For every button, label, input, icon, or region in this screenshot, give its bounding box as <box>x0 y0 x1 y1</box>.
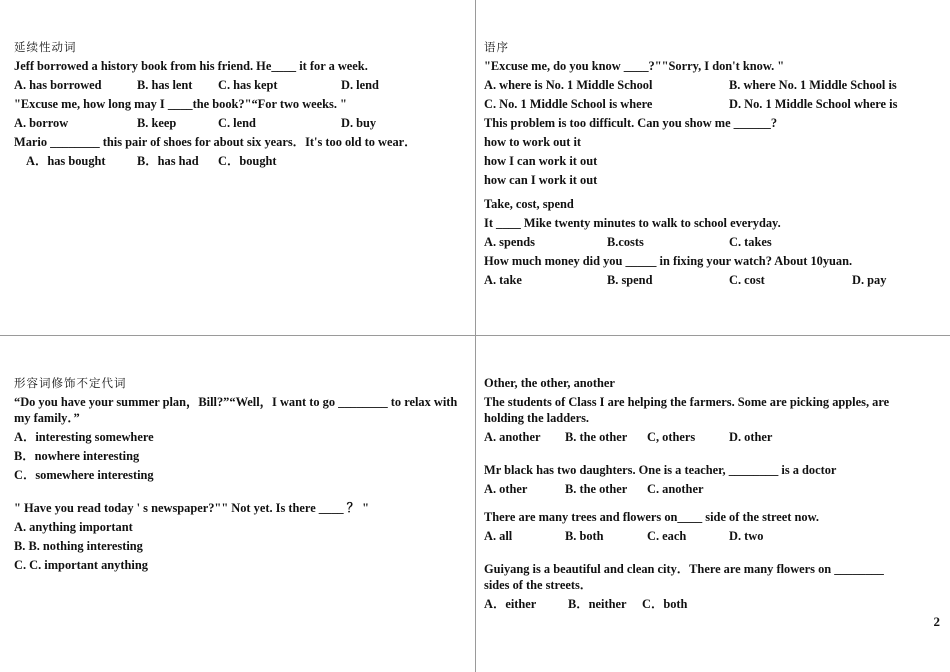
question-text: Guiyang is a beautiful and clean city．There are many flowers on ________ sides of the streets． <box>484 562 884 592</box>
option: C．somewhere interesting <box>14 468 154 482</box>
question-text: "Excuse me, how long may I ____the book?"“For two weeks. " <box>14 97 347 111</box>
option: B. where No. 1 Middle School is <box>729 78 897 92</box>
option: A. borrow <box>14 116 69 130</box>
question-text: Mr black has two daughters. One is a teacher, ________ is a doctor <box>484 463 837 477</box>
question-text: This problem is too difficult. Can you show me ______? <box>484 116 778 130</box>
option-row <box>484 480 908 499</box>
option: C. each <box>647 529 687 543</box>
question-text: Jeff borrowed a history book from his friend. He____ it for a week. <box>14 59 368 73</box>
question-text: “Do you have your summer plan，Bill?”“Well，I want to go ________ to relax with my family．” <box>14 395 458 425</box>
answer-choice: how to work out it <box>484 135 582 149</box>
option: A．either <box>484 597 537 611</box>
option-row <box>484 428 908 447</box>
option: A. anything important <box>14 520 133 534</box>
panel-other-another <box>484 374 908 614</box>
question-text: " Have you read today ' s newspaper?"" Not yet. Is there ____ ？ " <box>14 501 370 515</box>
option: A. where is No. 1 Middle School <box>484 78 653 92</box>
section-heading: 形容词修饰不定代词 <box>14 376 127 390</box>
option: A. all <box>484 529 513 543</box>
question-text: It ____ Mike twenty minutes to walk to school everyday. <box>484 216 781 230</box>
option-row <box>484 76 934 95</box>
option: A．interesting somewhere <box>14 430 154 444</box>
question-text: The students of Class I are helping the farmers. Some are picking apples, are holding the ladders. <box>484 395 890 425</box>
panel-adjective-pronoun <box>14 374 466 575</box>
option: B．nowhere interesting <box>14 449 140 463</box>
option-row <box>14 114 464 133</box>
option: C．bought <box>218 154 277 168</box>
option: B. spend <box>607 273 653 287</box>
section-heading: 语序 <box>484 40 509 54</box>
option-row <box>14 76 464 95</box>
option-row <box>14 152 464 171</box>
option-row <box>484 233 934 252</box>
option: C. C. important anything <box>14 558 148 572</box>
question-text: "Excuse me, do you know ____?""Sorry, I don't know. " <box>484 59 785 73</box>
sub-heading: Take, cost, spend <box>484 197 574 211</box>
option: D. other <box>729 430 773 444</box>
horizontal-divider <box>0 335 950 336</box>
option: B．neither <box>568 597 627 611</box>
question-text: Mario ________ this pair of shoes for about six years．It's too old to wear． <box>14 135 417 149</box>
page-number: 2 <box>933 614 940 629</box>
question-text: How much money did you _____ in fixing your watch? About 10yuan. <box>484 254 853 268</box>
section-heading: Other, the other, another <box>484 376 615 390</box>
option: C．both <box>642 597 688 611</box>
option: C, others <box>647 430 696 444</box>
option: D. No. 1 Middle School where is <box>729 97 898 111</box>
option: A. has borrowed <box>14 78 102 92</box>
option: A．has bought <box>26 154 106 168</box>
option: A. other <box>484 482 528 496</box>
option-row <box>484 271 934 290</box>
option: B. keep <box>137 116 177 130</box>
option: A. take <box>484 273 522 287</box>
option: D. buy <box>341 116 377 130</box>
option: B. the other <box>565 430 628 444</box>
option: B. the other <box>565 482 628 496</box>
option: D. lend <box>341 78 379 92</box>
option: C. another <box>647 482 704 496</box>
answer-choice: how I can work it out <box>484 154 598 168</box>
option: B. both <box>565 529 604 543</box>
section-heading: 延续性动词 <box>14 40 77 54</box>
option: D. two <box>729 529 764 543</box>
option: B. B. nothing interesting <box>14 539 143 553</box>
option: C. lend <box>218 116 256 130</box>
option: B．has had <box>137 154 199 168</box>
vertical-divider <box>475 0 476 672</box>
option: C. has kept <box>218 78 278 92</box>
option-row <box>484 595 908 614</box>
option: B. has lent <box>137 78 193 92</box>
option-row <box>484 95 934 114</box>
option: D. pay <box>852 273 887 287</box>
option: A. spends <box>484 235 535 249</box>
option: B.costs <box>607 235 644 249</box>
panel-word-order <box>484 38 934 290</box>
option: C. cost <box>729 273 765 287</box>
panel-continuous-verbs <box>14 38 464 171</box>
option: A. another <box>484 430 541 444</box>
answer-choice: how can I work it out <box>484 173 598 187</box>
option: C. takes <box>729 235 772 249</box>
option-row <box>484 527 908 546</box>
option: C. No. 1 Middle School is where <box>484 97 653 111</box>
question-text: There are many trees and flowers on____ side of the street now. <box>484 510 819 524</box>
